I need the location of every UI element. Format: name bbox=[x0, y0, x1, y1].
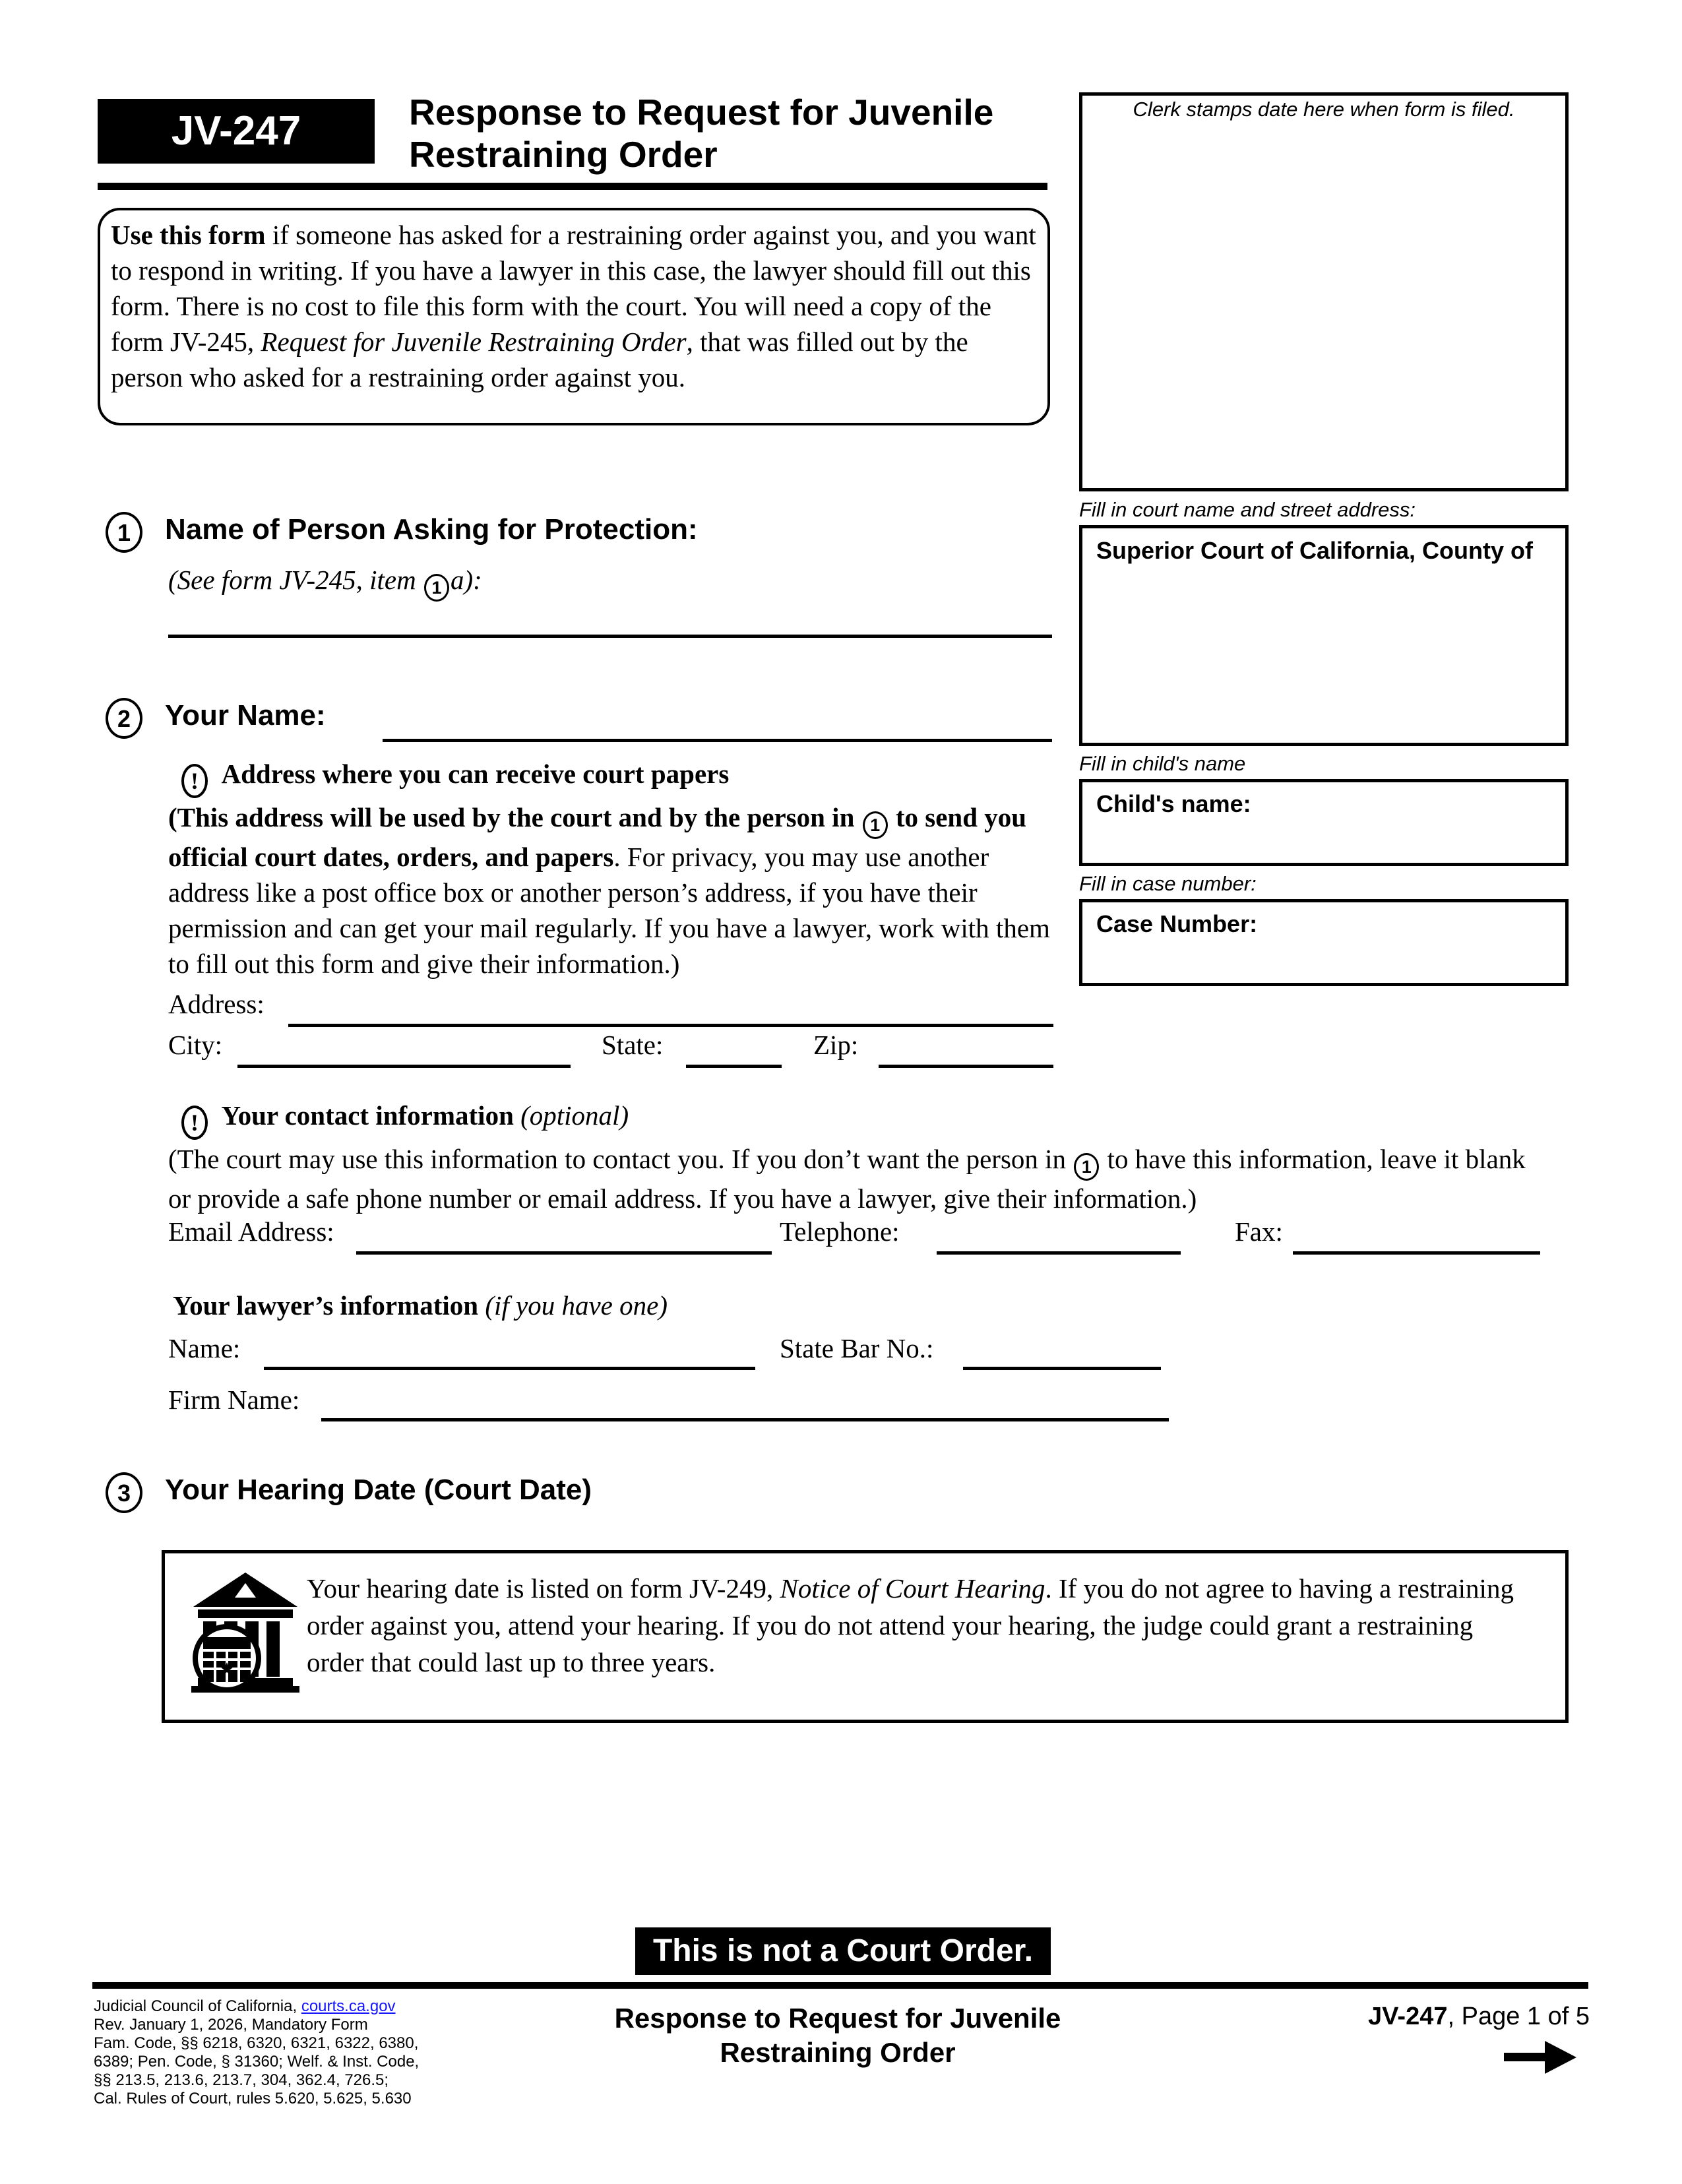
contact-paragraph bbox=[168, 1141, 1540, 1216]
city-label: City: bbox=[168, 1030, 223, 1060]
fineprint-line5: §§ 213.5, 213.6, 213.7, 304, 362.4, 726.5; bbox=[94, 2071, 389, 2089]
address-input-line[interactable] bbox=[288, 1024, 1053, 1027]
item-2-heading: Your Name: bbox=[165, 699, 326, 732]
callout-body-1: if someone has asked for a restraining order against you, and you want to respond in writing. If you have a lawyer in this case, the lawyer should fill out this form. There is no cost to file this form with the court. You will need a copy of the form JV-245, bbox=[111, 220, 1036, 357]
fineprint-line1-before: Judicial Council of California, bbox=[94, 1997, 301, 2015]
address-heading-label: Address where you can receive court papers bbox=[221, 759, 730, 789]
item-1-number: 1 bbox=[106, 512, 142, 553]
court-name-box-label: Superior Court of California, County of bbox=[1096, 537, 1533, 564]
fineprint-line6: Cal. Rules of Court, rules 5.620, 5.625, 5.630 bbox=[94, 2090, 412, 2107]
page-title bbox=[409, 91, 1069, 175]
next-page-arrow-icon bbox=[1504, 2038, 1576, 2076]
contact-paragraph-after: to have this information, leave it blank or provide a safe phone number or email address. If you have a lawyer, give their information.) bbox=[168, 1144, 1526, 1214]
fax-label: Fax: bbox=[1235, 1216, 1283, 1247]
case-number-box-label: Case Number: bbox=[1096, 910, 1258, 937]
item-3-heading: Your Hearing Date (Court Date) bbox=[165, 1474, 592, 1506]
address-paragraph bbox=[168, 799, 1055, 982]
state-bar-input-line[interactable] bbox=[963, 1367, 1161, 1370]
fineprint-line2: Rev. January 1, 2026, Mandatory Form bbox=[94, 2016, 368, 2034]
footer-form-number: JV-247 bbox=[1368, 2003, 1448, 2030]
exclamation-icon: ! bbox=[181, 1106, 208, 1140]
footer-divider bbox=[92, 1982, 1588, 1989]
item-1-subnote-after: a): bbox=[450, 565, 482, 595]
state-input-line[interactable] bbox=[686, 1065, 782, 1068]
callout-italic-title: Request for Juvenile Restraining Order bbox=[261, 327, 687, 357]
footer-page-text: , Page 1 of 5 bbox=[1447, 2003, 1590, 2030]
item-3-number: 3 bbox=[106, 1472, 142, 1513]
page-title-line1: Response to Request for Juvenile bbox=[409, 92, 994, 133]
lawyer-name-input-line[interactable] bbox=[264, 1367, 755, 1370]
courts-website-link[interactable]: courts.ca.gov bbox=[301, 1997, 396, 2015]
footer-fineprint bbox=[94, 1997, 463, 2108]
item-1-subnote-before: (See form JV-245, item bbox=[168, 565, 423, 595]
use-this-form-callout-text bbox=[111, 217, 1042, 395]
footer-title-line2: Restraining Order bbox=[720, 2037, 956, 2068]
firm-name-input-line[interactable] bbox=[321, 1418, 1169, 1421]
address-heading bbox=[181, 756, 729, 798]
child-name-fill-label: Fill in child's name bbox=[1079, 752, 1246, 775]
hearing-text-before: Your hearing date is listed on form JV-249, bbox=[307, 1573, 780, 1604]
courthouse-calendar-icon bbox=[190, 1569, 301, 1694]
zip-label: Zip: bbox=[813, 1030, 859, 1060]
inline-circle-1-icon: 1 bbox=[1074, 1153, 1099, 1181]
address-paragraph-rest: . For privacy, you may use another address like a post office box or another person’s address, if you have their permission and can get your mail regularly. If you have a lawyer, work with them to fill out this form and give their information.) bbox=[168, 842, 1050, 979]
contact-heading-optional: (optional) bbox=[520, 1100, 629, 1131]
footer-title-line1: Response to Request for Juvenile bbox=[614, 2003, 1061, 2034]
lawyer-info-heading bbox=[173, 1288, 668, 1323]
item-1-heading: Name of Person Asking for Protection: bbox=[165, 513, 698, 546]
court-name-fill-label: Fill in court name and street address: bbox=[1079, 498, 1416, 521]
telephone-label: Telephone: bbox=[780, 1216, 900, 1247]
page-title-line2: Restraining Order bbox=[409, 134, 718, 175]
form-number-badge: JV-247 bbox=[98, 99, 375, 164]
item-2-number: 2 bbox=[106, 698, 142, 739]
state-bar-label: State Bar No.: bbox=[780, 1333, 934, 1363]
address-paragraph-bold-1: (This address will be used by the court and by the person in bbox=[168, 802, 861, 832]
case-number-fill-label: Fill in case number: bbox=[1079, 872, 1257, 895]
callout-lead: Use this form bbox=[111, 220, 266, 250]
hearing-italic-title: Notice of Court Hearing bbox=[780, 1573, 1045, 1604]
lawyer-name-label: Name: bbox=[168, 1333, 241, 1363]
telephone-input-line[interactable] bbox=[937, 1251, 1181, 1255]
contact-heading bbox=[181, 1098, 629, 1140]
item-1-name-input-line[interactable] bbox=[168, 635, 1052, 638]
clerk-stamp-caption: Clerk stamps date here when form is filed. bbox=[1133, 98, 1515, 121]
fineprint-line3: Fam. Code, §§ 6218, 6320, 6321, 6322, 6380, bbox=[94, 2034, 419, 2052]
inline-circle-1-icon: 1 bbox=[424, 574, 449, 602]
fineprint-line4: 6389; Pen. Code, § 31360; Welf. & Inst. Code, bbox=[94, 2053, 420, 2071]
lawyer-info-heading-label: Your lawyer’s information bbox=[173, 1290, 479, 1321]
not-a-court-order-banner: This is not a Court Order. bbox=[635, 1927, 1051, 1975]
zip-input-line[interactable] bbox=[879, 1065, 1053, 1068]
clerk-stamp-box[interactable] bbox=[1079, 92, 1569, 491]
footer-form-title bbox=[501, 2001, 1174, 2070]
address-paragraph-bold-2: to send you official court dates, orders, and papers bbox=[168, 802, 1027, 872]
contact-paragraph-before: (The court may use this information to contact you. If you don’t want the person in bbox=[168, 1144, 1073, 1174]
inline-circle-1-icon: 1 bbox=[863, 811, 888, 839]
email-input-line[interactable] bbox=[356, 1251, 772, 1255]
hearing-date-notice-text bbox=[307, 1570, 1527, 1681]
address-label: Address: bbox=[168, 989, 265, 1019]
contact-heading-label: Your contact information bbox=[221, 1100, 514, 1131]
state-label: State: bbox=[602, 1030, 664, 1060]
item-1-subnote bbox=[168, 562, 482, 602]
fax-input-line[interactable] bbox=[1293, 1251, 1540, 1255]
callout-body-2: , that was filled out by the person who asked for a restraining order against you. bbox=[111, 327, 968, 392]
footer-page-number bbox=[1286, 2003, 1590, 2031]
header-divider bbox=[98, 183, 1047, 190]
hearing-text-after: . If you do not agree to having a restraining order against you, attend your hearing. If you do not attend your hearing, the judge could grant a restraining order that could last up to three years. bbox=[307, 1573, 1514, 1677]
email-label: Email Address: bbox=[168, 1216, 334, 1247]
lawyer-info-heading-note: (if you have one) bbox=[485, 1290, 668, 1321]
exclamation-icon: ! bbox=[181, 764, 208, 798]
firm-name-label: Firm Name: bbox=[168, 1385, 300, 1415]
city-input-line[interactable] bbox=[237, 1065, 571, 1068]
child-name-box-label: Child's name: bbox=[1096, 790, 1251, 817]
your-name-input-line[interactable] bbox=[383, 739, 1052, 742]
